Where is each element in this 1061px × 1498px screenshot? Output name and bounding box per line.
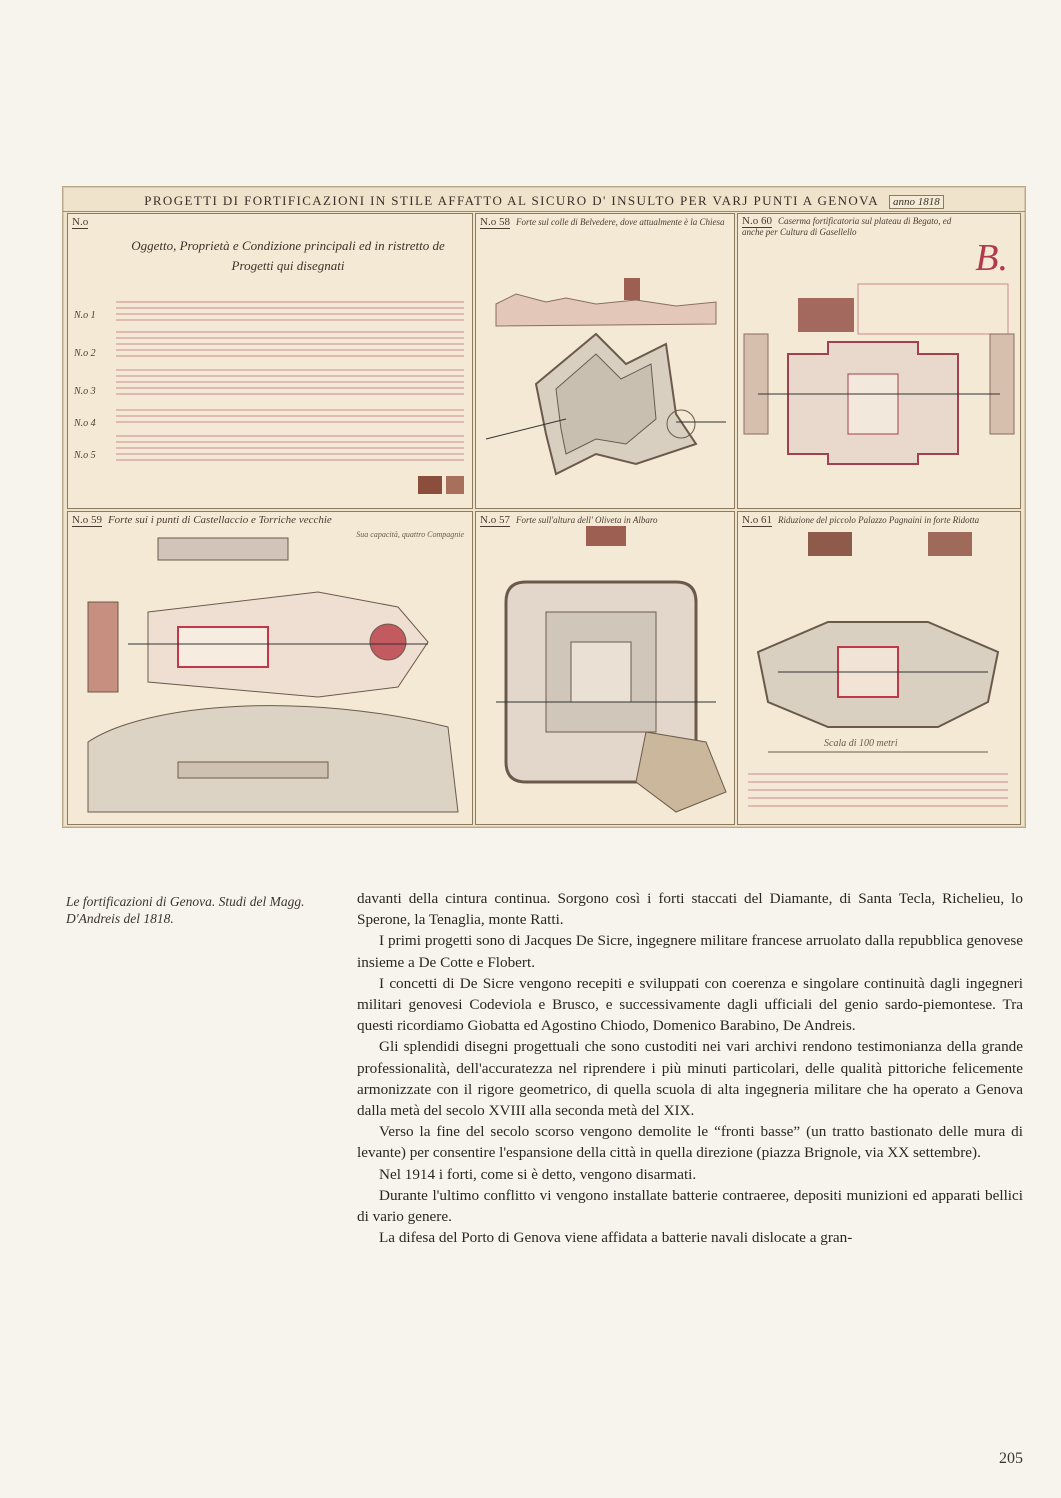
- panel-belvedere: [475, 213, 735, 509]
- begato-barracks-drawing: [738, 214, 1020, 508]
- plate-year: anno 1818: [889, 195, 944, 209]
- paragraph-2: I primi progetti sono di Jacques De Sicre, ingegnere militare francese arruolato dalla repubblica genovese insieme a De Cotte e Flobert.: [357, 932, 1023, 971]
- page-number: 205: [999, 1450, 1023, 1467]
- paragraph-6: Nel 1914 i forti, come si è detto, vengono disarmati.: [379, 1165, 697, 1183]
- index-text-lines: [68, 214, 472, 508]
- paragraph-3: I concetti di De Sicre vengono recepiti e sviluppati con coerenza e singolare continuità dagli ingegneri militari genovesi Codeviola e Brusco, e successivamente dagli ufficiali del genio sardo-piemontese. Tra questi ricordiamo Giobatta ed Agostino Chiodo, Domenico Barabino, De Andreis.: [357, 974, 1023, 1035]
- panel-index-number: N.o: [72, 216, 89, 228]
- panel-castellaccio-note: Sua capacità, quattro Compagnie: [356, 530, 464, 539]
- panel-pagnaini: [737, 511, 1021, 825]
- index-row-5: N.o 5: [74, 450, 96, 461]
- panel-castellaccio-caption: N.o 59 Forte sui i punti di Castellaccio e Torriche vecchie: [72, 514, 332, 526]
- panel-begato: [737, 213, 1021, 509]
- panel-begato-caption: N.o 60 Caserma fortificatoria sul plateau di Begato, ed anche per Cultura di Gasellello: [742, 215, 952, 237]
- plate-title: [63, 191, 1025, 212]
- panel-oliveta-caption: N.o 57 Forte sull'altura dell' Oliveta in Albaro: [480, 514, 658, 526]
- panel-oliveta: [475, 511, 735, 825]
- belvedere-star-fort-drawing: [476, 214, 734, 508]
- paragraph-1: davanti della cintura continua. Sorgono così i forti staccati del Diamante, di Santa Tecla, Richelieu, lo Sperone, la Tenaglia, monte Ratti.: [357, 890, 1023, 929]
- paragraph-8: La difesa del Porto di Genova viene affidata a batterie navali dislocate a gran-: [379, 1229, 853, 1247]
- panel-index-title: Oggetto, Proprietà e Condizione principali ed in ristretto de Progetti qui disegnati: [131, 238, 445, 273]
- panel-belvedere-caption: N.o 58 Forte sul colle di Belvedere, dove attualmente è la Chiesa: [480, 216, 725, 228]
- body-text: [357, 888, 1023, 1248]
- index-row-2: N.o 2: [74, 348, 96, 359]
- oliveta-square-fort-drawing: [476, 512, 734, 824]
- panel-begato-letter: B.: [975, 237, 1008, 279]
- index-row-4: N.o 4: [74, 418, 96, 429]
- panel-index: [67, 213, 473, 509]
- panel-pagnaini-scale: Scala di 100 metri: [824, 738, 898, 749]
- fortification-plate: [62, 186, 1026, 828]
- figure-caption: Le fortificazioni di Genova. Studi del Magg. D'Andreis del 1818.: [66, 894, 305, 926]
- plate-title-text: PROGETTI DI FORTIFICAZIONI IN STILE AFFATTO AL SICURO D' INSULTO PER VARJ PUNTI A GENOVA: [144, 193, 879, 208]
- paragraph-4: Gli splendidi disegni progettuali che sono custoditi nei vari archivi rendono testimonianza della grande professionalità, dell'accuratezza nel riprendere i più minuti particolari, delle qualità pittoriche felicemente armonizzate con il rigore geometrico, di quella scuola di alta ingegneria militare che ha operato a Genova dalla metà del secolo XVIII alla seconda metà del XIX.: [357, 1038, 1023, 1120]
- paragraph-5: Verso la fine del secolo scorso vengono demolite le “fronti basse” (un tratto bastionato delle mura di levante) per consentire l'espansione della città in quella direzione (piazza Brignole, via XX settembre).: [357, 1123, 1023, 1162]
- pagnaini-redoubt-drawing: [738, 512, 1020, 824]
- castellaccio-fort-drawing: [68, 512, 472, 824]
- panel-castellaccio: [67, 511, 473, 825]
- panel-pagnaini-caption: N.o 61 Riduzione del piccolo Palazzo Pagnaini in forte Ridotta: [742, 514, 980, 526]
- paragraph-7: Durante l'ultimo conflitto vi vengono installate batterie contraeree, depositi munizioni ed apparati bellici di vario genere.: [357, 1186, 1023, 1226]
- index-row-3: N.o 3: [74, 386, 96, 397]
- index-row-1: N.o 1: [74, 310, 96, 321]
